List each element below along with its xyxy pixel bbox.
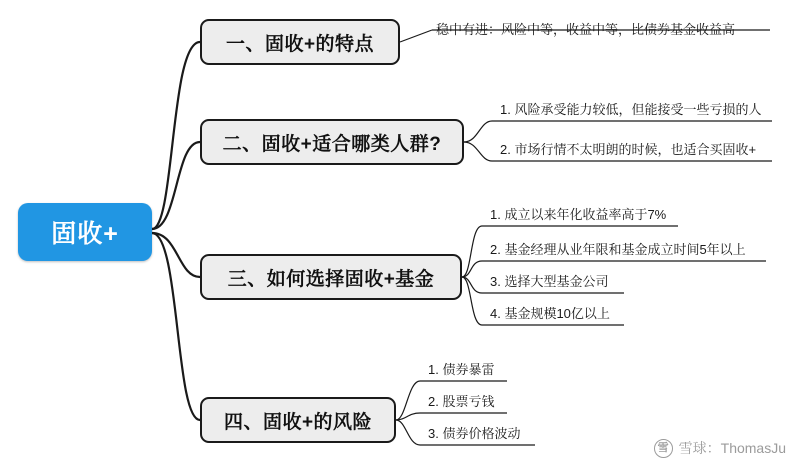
branch-3-label: 三、如何选择固收+基金: [227, 268, 435, 290]
mindmap-leaf-4-3: [424, 425, 584, 445]
mindmap-leaf-3-3: [486, 273, 686, 293]
watermark: [654, 438, 786, 458]
mindmap-leaf-4-1: [424, 361, 554, 381]
mindmap-leaf-2-1: [496, 101, 780, 121]
mindmap-branch-2[interactable]: [200, 119, 464, 165]
leaf-4-3-text: 3. 债券价格波动: [428, 426, 521, 441]
mindmap-leaf-3-4: [486, 305, 686, 325]
branch-2-label: 二、固收+适合哪类人群?: [222, 133, 442, 155]
branch-1-label: 一、固收+的特点: [225, 33, 375, 55]
xueqiu-logo-icon: 雪: [654, 439, 673, 458]
leaf-3-2-text: 2. 基金经理从业年限和基金成立时间5年以上: [490, 242, 746, 257]
leaf-4-2-text: 2. 股票亏钱: [428, 394, 495, 409]
mindmap-branch-4[interactable]: [200, 397, 396, 443]
leaf-3-4-text: 4. 基金规模10亿以上: [490, 306, 610, 321]
leaf-4-1-text: 1. 债券暴雷: [428, 362, 495, 377]
leaf-2-1-text: 1. 风险承受能力较低，但能接受一些亏损的人: [500, 102, 762, 117]
mindmap-branch-3[interactable]: [200, 254, 462, 300]
mindmap-leaf-1-1: [436, 17, 776, 39]
watermark-text: 雪球：ThomasJu: [678, 440, 786, 456]
leaf-3-3-text: 3. 选择大型基金公司: [490, 274, 609, 289]
mindmap-leaf-3-2: [486, 241, 776, 261]
leaf-2-2-text: 2. 市场行情不太明朗的时候，也适合买固收+: [500, 142, 757, 157]
mindmap-leaf-3-1: [486, 206, 686, 226]
mindmap-leaf-4-2: [424, 393, 554, 413]
mindmap-branch-1[interactable]: [200, 19, 400, 65]
mindmap-leaf-2-2: [496, 141, 780, 161]
leaf-1-1-text: 稳中有进：风险中等，收益中等，比债券基金收益高: [436, 21, 736, 37]
leaf-3-1-text: 1. 成立以来年化收益率高于7%: [490, 207, 667, 222]
mindmap-root-node[interactable]: [18, 203, 152, 261]
branch-4-label: 四、固收+的风险: [223, 411, 373, 433]
root-label: 固收+: [51, 220, 119, 248]
